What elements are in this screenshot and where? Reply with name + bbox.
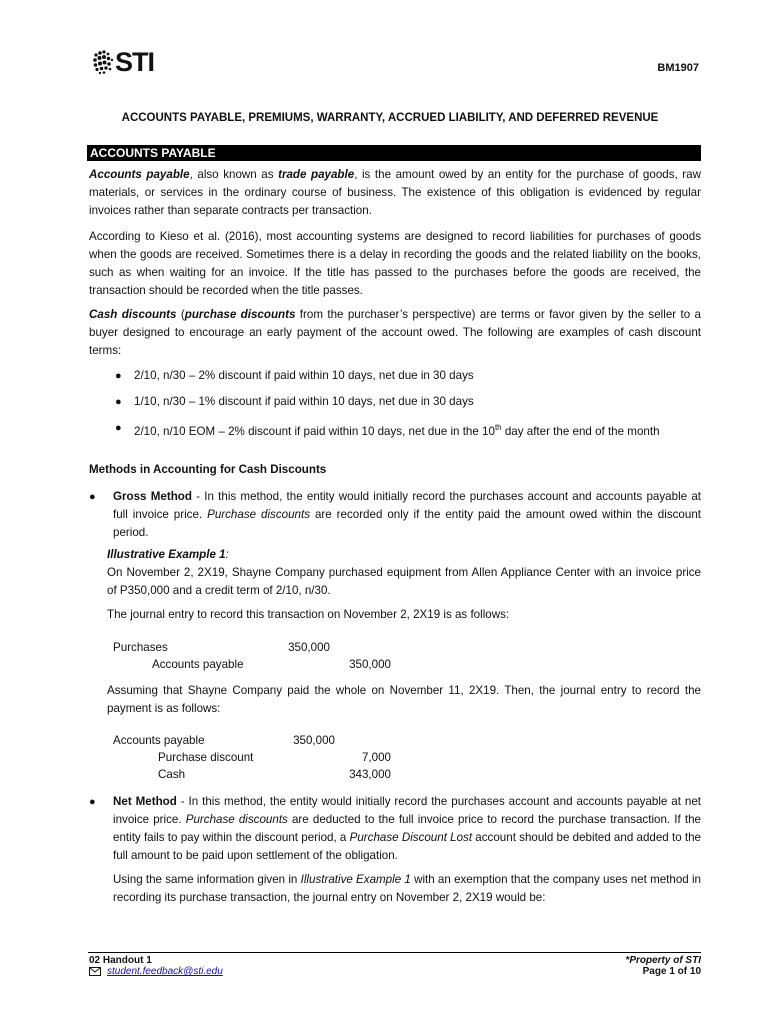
bullet-icon: ● <box>89 491 96 503</box>
bullet-icon: ● <box>89 796 96 808</box>
gross-method-paragraph <box>113 488 701 542</box>
list-item: 2/10, n/30 – 2% discount if paid within 10 days, net due in 30 days <box>134 369 474 382</box>
paragraph-kieso: According to Kieso et al. (2016), most accounting systems are designed to record liabilities for purchases of goods when the goods are received. Sometimes there is a delay in recording the goods and the related liability on the books, such as when waiting for an invoice. If the title has passed to the purchases before the goods are received, the transaction should be recorded when the title passes. <box>89 230 701 297</box>
gross-method-label: Gross Method <box>113 490 192 503</box>
paragraph-cash-discounts <box>89 306 701 360</box>
text-segment: Using the same information given in <box>113 873 301 886</box>
document-code: BM1907 <box>657 62 699 74</box>
je1-credit-amount: 350,000 <box>349 658 391 671</box>
footer-email <box>89 966 223 977</box>
property-label: *Property of STI <box>625 955 701 966</box>
email-link[interactable]: student.feedback@sti.edu <box>107 966 223 977</box>
footer-divider <box>88 952 701 953</box>
text-segment: from the purchaser’s perspective) are terms or favor given by the seller to a buyer designed to encourage an early payment of the account owed. The following are examples of cash discount terms: <box>89 308 702 357</box>
term-trade-payable: trade payable <box>278 168 355 181</box>
bullet-icon: ● <box>115 370 122 382</box>
paragraph-definition <box>89 166 701 220</box>
je2-credit1-amount: 7,000 <box>361 751 391 764</box>
example-label-text: Illustrative Example 1 <box>107 548 226 561</box>
term-purchase-discounts: Purchase discounts <box>185 813 288 826</box>
bullet-icon: ● <box>115 422 122 434</box>
page-number: Page 1 of 10 <box>642 966 701 977</box>
text-segment: - In this method, the entity would initially record the purchases account and accounts payable at full invoice price. <box>113 490 701 521</box>
term-purchase-discounts: Purchase discounts <box>207 508 310 521</box>
journal-entry-intro: The journal entry to record this transaction on November 2, 2X19 is as follows: <box>107 608 510 621</box>
term-purchase-discounts: purchase discounts <box>184 308 296 321</box>
envelope-icon <box>89 967 101 976</box>
methods-heading: Methods in Accounting for Cash Discounts <box>89 463 327 476</box>
illustrative-example-label <box>107 546 701 564</box>
je1-debit-amount: 350,000 <box>288 641 330 654</box>
je2-credit2-amount: 343,000 <box>349 768 391 781</box>
sti-logo <box>92 46 154 78</box>
text-segment: with an exemption that the company uses net method in recording its purchase transaction, the journal entry on November 2, 2X19 would be: <box>113 873 702 904</box>
je2-credit2-account: Cash <box>158 768 186 781</box>
bullet-icon: ● <box>115 396 122 408</box>
text-segment: 2/10, n/10 EOM – 2% discount if paid within 10 days, net due in the 10 <box>134 424 495 438</box>
sti-globe-icon <box>92 49 114 75</box>
term-accounts-payable: Accounts payable <box>89 168 190 181</box>
net-method-paragraph <box>113 793 701 865</box>
je2-credit1-account: Purchase discount <box>158 751 254 764</box>
je1-debit-account: Purchases <box>113 641 168 654</box>
example-colon: : <box>225 548 229 561</box>
text-segment: are recorded only if the entity paid the amount owed within the discount period. <box>113 508 701 539</box>
text-segment: are deducted to the full invoice price to record the purchase transaction. If the entity fails to pay within the discount period, a <box>113 813 701 844</box>
net-method-label: Net Method <box>113 795 177 808</box>
term-cash-discounts: Cash discounts <box>89 308 177 321</box>
handout-label: 02 Handout 1 <box>89 955 152 966</box>
text-segment: - In this method, the entity would initially record the purchases account and accounts payable at net invoice price. <box>113 795 701 826</box>
text-segment: , also known as <box>189 168 279 181</box>
text-segment: , is the amount owed by an entity for the purchase of goods, raw materials, or services in the ordinary course of business. The existence of this obligation is evidenced by regular invoices rather than separate contracts per transaction. <box>89 168 701 217</box>
text-segment: account should be debited and added to the full amount to be paid upon settlement of the obligation. <box>113 831 701 862</box>
term-illustrative-example: Illustrative Example 1 <box>300 873 411 886</box>
same-info-paragraph <box>113 871 701 907</box>
term-purchase-discount-lost: Purchase Discount Lost <box>349 831 473 844</box>
document-title: ACCOUNTS PAYABLE, PREMIUMS, WARRANTY, ACCRUED LIABILITY, AND DEFERRED REVENUE <box>121 112 659 124</box>
payment-intro: Assuming that Shayne Company paid the whole on November 11, 2X19. Then, the journal entry to record the payment is as follows: <box>107 684 701 715</box>
je1-credit-account: Accounts payable <box>152 658 244 671</box>
text-segment: day after the end of the month <box>501 424 660 438</box>
illustrative-example-text: On November 2, 2X19, Shayne Company purchased equipment from Allen Appliance Center with an invoice price of P350,000 and a credit term of 2/10, n/30. <box>107 566 701 597</box>
je2-debit-amount: 350,000 <box>293 734 335 747</box>
je2-debit-account: Accounts payable <box>113 734 205 747</box>
section-heading-accounts-payable: ACCOUNTS PAYABLE <box>87 145 701 161</box>
logo-text: STI <box>115 46 155 77</box>
superscript: th <box>494 423 502 432</box>
list-item <box>134 419 701 441</box>
text-segment: ( <box>176 308 185 321</box>
list-item: 1/10, n/30 – 1% discount if paid within 10 days, net due in 30 days <box>134 395 474 408</box>
